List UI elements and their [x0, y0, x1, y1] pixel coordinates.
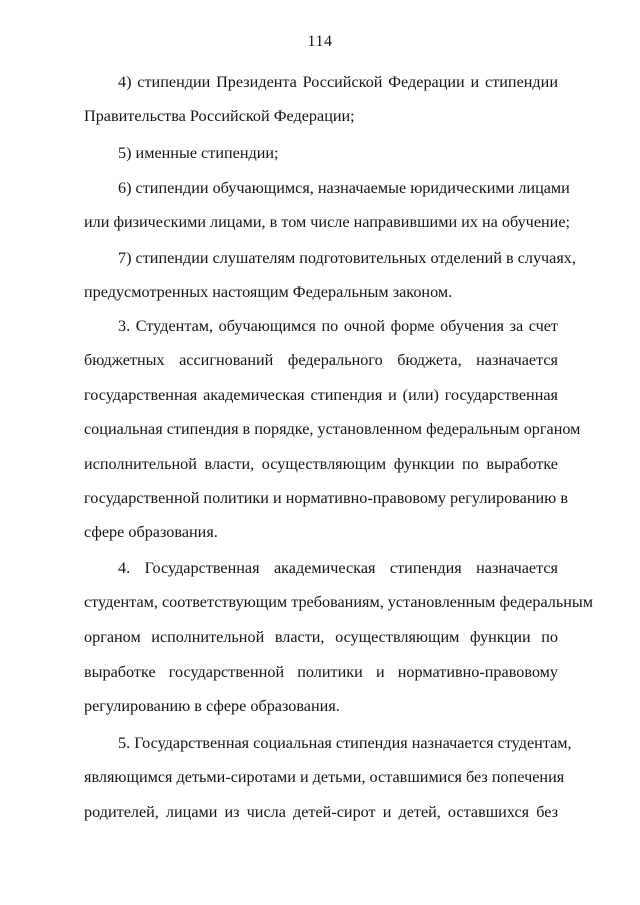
text-line: 5. Государственная социальная стипендия назначается студентам,: [118, 734, 572, 752]
text-line: предусмотренных настоящим Федеральным законом.: [84, 283, 453, 301]
text-line: 4) стипендии Президента Российской Федерации и стипендии: [118, 73, 558, 91]
text-line: социальная стипендия в порядке, установленном федеральным органом: [84, 420, 581, 438]
page-number: 114: [307, 33, 333, 50]
text-line: государственной политики и нормативно-правовому регулированию в: [84, 489, 568, 507]
text-line: или физическими лицами, в том числе направившими их на обучение;: [84, 213, 571, 231]
text-line: Правительства Российской Федерации;: [84, 107, 355, 125]
text-line: бюджетных ассигнований федерального бюджета, назначается: [84, 351, 558, 369]
text-line: 4. Государственная академическая стипендия назначается: [118, 559, 558, 577]
text-line: исполнительной власти, осуществляющим функции по выработке: [84, 455, 558, 473]
text-line: 5) именные стипендии;: [118, 144, 279, 162]
text-line: студентам, соответствующим требованиям, установленным федеральным: [84, 593, 594, 611]
text-line: государственная академическая стипендия и (или) государственная: [84, 386, 558, 404]
text-line: сфере образования.: [84, 523, 218, 541]
text-line: выработке государственной политики и нормативно-правовому: [84, 663, 558, 681]
text-line: родителей, лицами из числа детей-сирот и детей, оставшихся без: [84, 803, 558, 821]
text-line: 7) стипендии слушателям подготовительных отделений в случаях,: [118, 249, 576, 267]
text-line: органом исполнительной власти, осуществляющим функции по: [84, 628, 558, 646]
text-line: 3. Студентам, обучающимся по очной форме обучения за счет: [118, 317, 558, 335]
text-line: регулированию в сфере образования.: [84, 697, 340, 715]
text-line: являющимся детьми-сиротами и детьми, оставшимися без попечения: [84, 768, 565, 786]
text-line: 6) стипендии обучающимся, назначаемые юридическими лицами: [118, 179, 570, 197]
